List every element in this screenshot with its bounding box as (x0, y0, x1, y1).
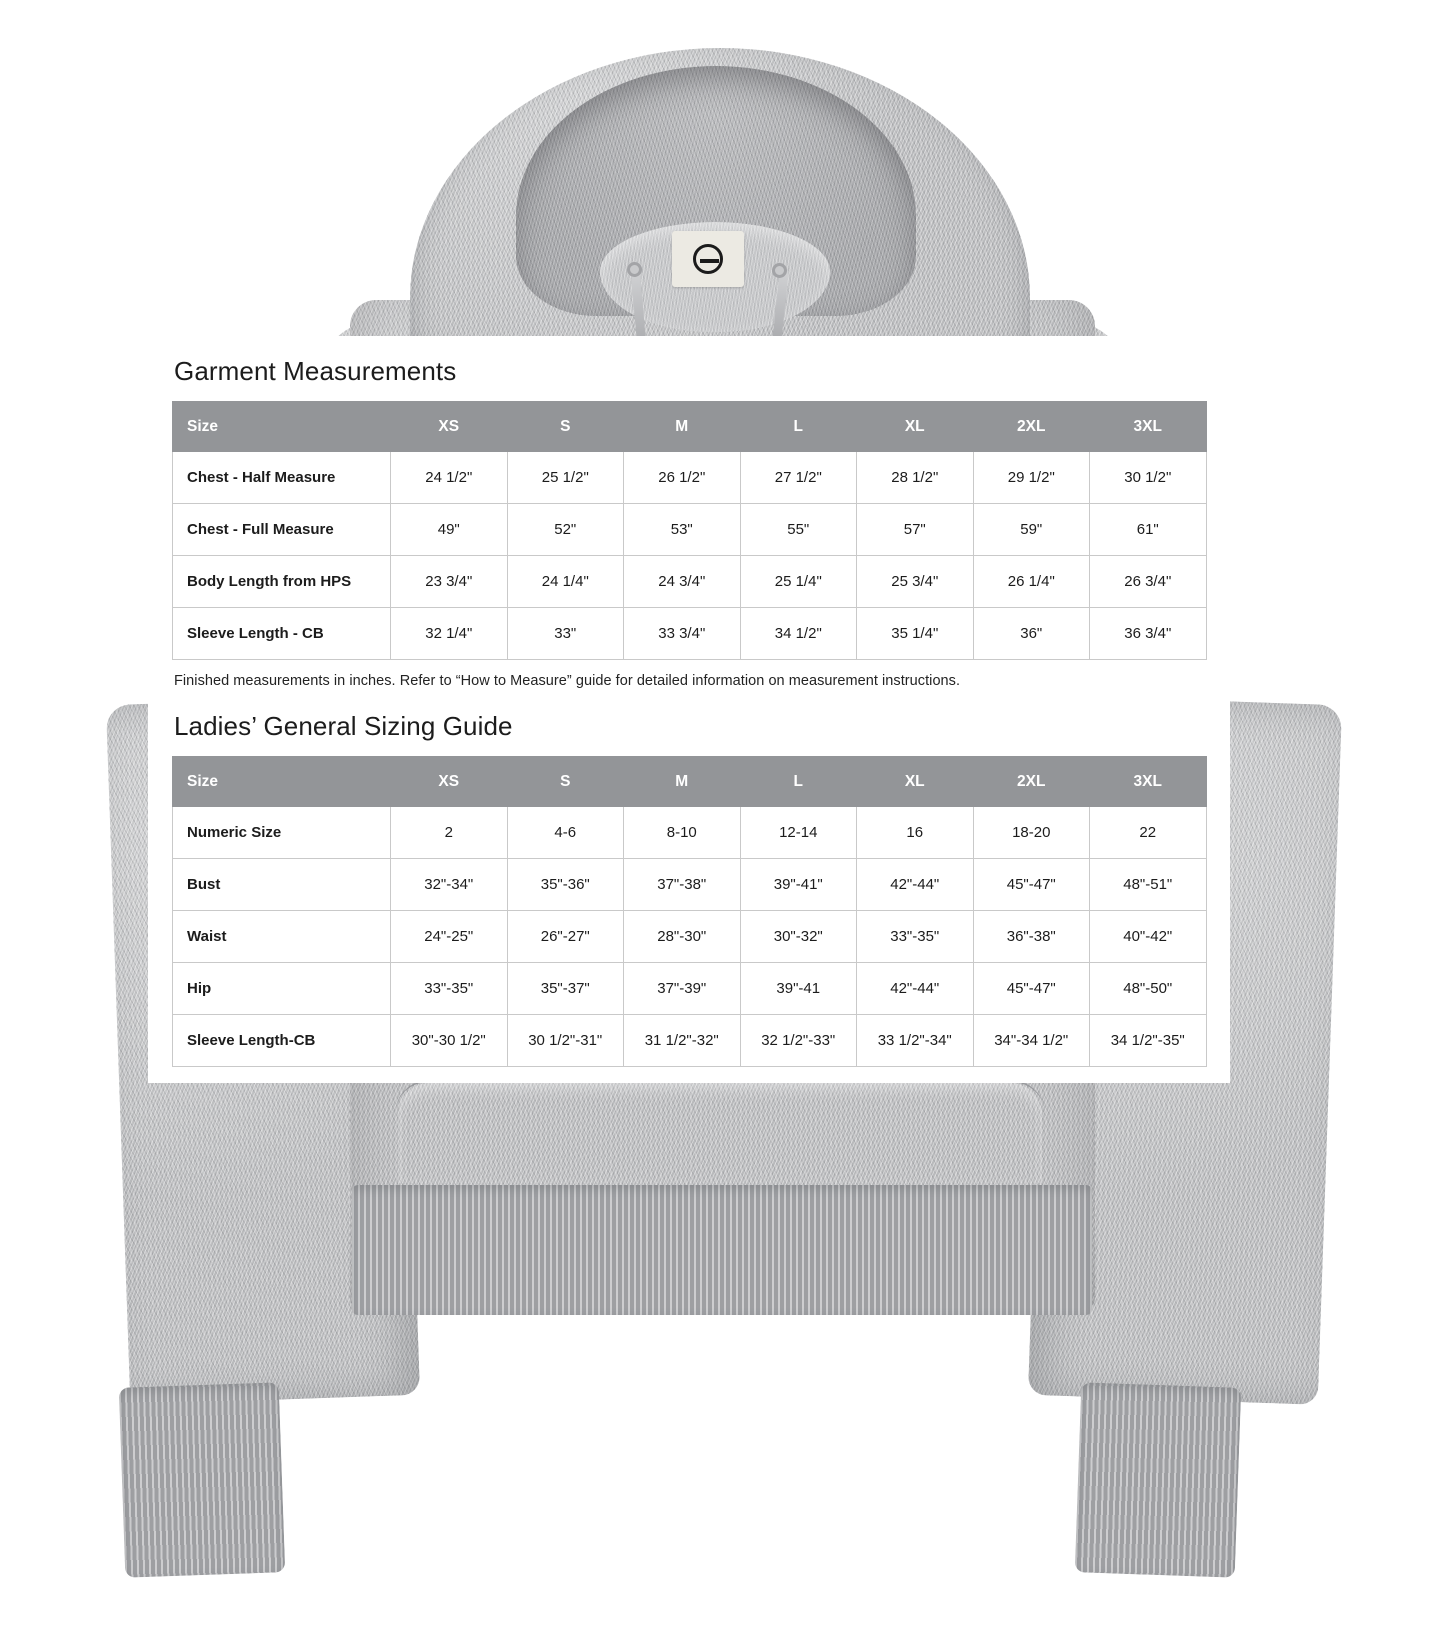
cell-value: 22 (1090, 807, 1207, 859)
cell-value: 25 1/2" (507, 452, 624, 504)
cell-value: 48"-50" (1090, 963, 1207, 1015)
table-header-row (173, 402, 1207, 452)
table-row (173, 859, 1207, 911)
brand-logo-icon (693, 244, 723, 274)
cell-value: 37"-38" (624, 859, 741, 911)
row-label: Numeric Size (173, 807, 391, 859)
cell-value: 52" (507, 504, 624, 556)
cell-value: 42"-44" (857, 859, 974, 911)
table-row (173, 807, 1207, 859)
column-header-xl: XL (857, 757, 974, 807)
column-header-s: S (507, 757, 624, 807)
cell-value: 33 3/4" (624, 608, 741, 660)
column-header-m: M (624, 757, 741, 807)
cell-value: 37"-39" (624, 963, 741, 1015)
cell-value: 32 1/4" (391, 608, 508, 660)
hem-ribbing (352, 1185, 1092, 1315)
cell-value: 33 1/2"-34" (857, 1015, 974, 1067)
grommet-right-icon (772, 263, 787, 278)
general-sizing-title: Ladies’ General Sizing Guide (174, 711, 513, 741)
cell-value: 33"-35" (857, 911, 974, 963)
cell-value: 25 3/4" (857, 556, 974, 608)
cell-value: 24 3/4" (624, 556, 741, 608)
cell-value: 12-14 (740, 807, 857, 859)
cell-value: 42"-44" (857, 963, 974, 1015)
cell-value: 40"-42" (1090, 911, 1207, 963)
cuff-ribbing-left (119, 1382, 286, 1577)
cell-value: 30"-32" (740, 911, 857, 963)
row-label: Chest - Half Measure (173, 452, 391, 504)
table-row (173, 452, 1207, 504)
cell-value: 32"-34" (391, 859, 508, 911)
row-label: Chest - Full Measure (173, 504, 391, 556)
column-header-l: L (740, 402, 857, 452)
column-header-2xl: 2XL (973, 402, 1090, 452)
cuff-ribbing-right (1075, 1382, 1242, 1577)
cell-value: 36 3/4" (1090, 608, 1207, 660)
cell-value: 34"-34 1/2" (973, 1015, 1090, 1067)
cell-value: 26 1/4" (973, 556, 1090, 608)
row-label: Sleeve Length - CB (173, 608, 391, 660)
cell-value: 30 1/2"-31" (507, 1015, 624, 1067)
pocket-shadow (398, 1083, 1042, 1183)
garment-measurements-table (172, 401, 1207, 660)
row-label: Waist (173, 911, 391, 963)
cell-value: 55" (740, 504, 857, 556)
column-header-3xl: 3XL (1090, 402, 1207, 452)
cell-value: 26 3/4" (1090, 556, 1207, 608)
table-row (173, 608, 1207, 660)
cell-value: 25 1/4" (740, 556, 857, 608)
cell-value: 29 1/2" (973, 452, 1090, 504)
cell-value: 26 1/2" (624, 452, 741, 504)
cell-value: 45"-47" (973, 963, 1090, 1015)
measurement-note: Finished measurements in inches. Refer to “How to Measure” guide for detailed information on measurement instructions. (174, 673, 961, 689)
cell-value: 8-10 (624, 807, 741, 859)
cell-value: 35"-36" (507, 859, 624, 911)
column-header-size: Size (173, 402, 391, 452)
cell-value: 30 1/2" (1090, 452, 1207, 504)
table-row (173, 911, 1207, 963)
cell-value: 53" (624, 504, 741, 556)
garment-measurements-title: Garment Measurements (174, 356, 457, 386)
column-header-xs: XS (391, 757, 508, 807)
cell-value: 28"-30" (624, 911, 741, 963)
table-row (173, 556, 1207, 608)
cell-value: 57" (857, 504, 974, 556)
cell-value: 61" (1090, 504, 1207, 556)
general-sizing-table (172, 756, 1207, 1067)
cell-value: 39"-41 (740, 963, 857, 1015)
cell-value: 28 1/2" (857, 452, 974, 504)
cell-value: 48"-51" (1090, 859, 1207, 911)
cell-value: 36"-38" (973, 911, 1090, 963)
cell-value: 2 (391, 807, 508, 859)
cell-value: 34 1/2"-35" (1090, 1015, 1207, 1067)
cell-value: 33" (507, 608, 624, 660)
row-label: Sleeve Length-CB (173, 1015, 391, 1067)
cell-value: 36" (973, 608, 1090, 660)
cell-value: 39"-41" (740, 859, 857, 911)
table-row (173, 963, 1207, 1015)
table-row (173, 504, 1207, 556)
column-header-2xl: 2XL (973, 757, 1090, 807)
row-label: Hip (173, 963, 391, 1015)
cell-value: 35"-37" (507, 963, 624, 1015)
cell-value: 26"-27" (507, 911, 624, 963)
table-row (173, 1015, 1207, 1067)
cell-value: 27 1/2" (740, 452, 857, 504)
cell-value: 18-20 (973, 807, 1090, 859)
column-header-3xl: 3XL (1090, 757, 1207, 807)
cell-value: 24 1/2" (391, 452, 508, 504)
cell-value: 32 1/2"-33" (740, 1015, 857, 1067)
row-label: Bust (173, 859, 391, 911)
brand-label-tag (672, 231, 744, 287)
cell-value: 45"-47" (973, 859, 1090, 911)
cell-value: 16 (857, 807, 974, 859)
size-chart-overlay (148, 336, 1230, 1083)
cell-value: 31 1/2"-32" (624, 1015, 741, 1067)
grommet-left-icon (627, 262, 642, 277)
cell-value: 33"-35" (391, 963, 508, 1015)
column-header-size: Size (173, 757, 391, 807)
column-header-l: L (740, 757, 857, 807)
cell-value: 23 3/4" (391, 556, 508, 608)
cell-value: 24 1/4" (507, 556, 624, 608)
cell-value: 49" (391, 504, 508, 556)
column-header-xl: XL (857, 402, 974, 452)
column-header-s: S (507, 402, 624, 452)
cell-value: 4-6 (507, 807, 624, 859)
row-label: Body Length from HPS (173, 556, 391, 608)
column-header-m: M (624, 402, 741, 452)
table-header-row (173, 757, 1207, 807)
column-header-xs: XS (391, 402, 508, 452)
cell-value: 24"-25" (391, 911, 508, 963)
cell-value: 30"-30 1/2" (391, 1015, 508, 1067)
cell-value: 34 1/2" (740, 608, 857, 660)
cell-value: 35 1/4" (857, 608, 974, 660)
cell-value: 59" (973, 504, 1090, 556)
